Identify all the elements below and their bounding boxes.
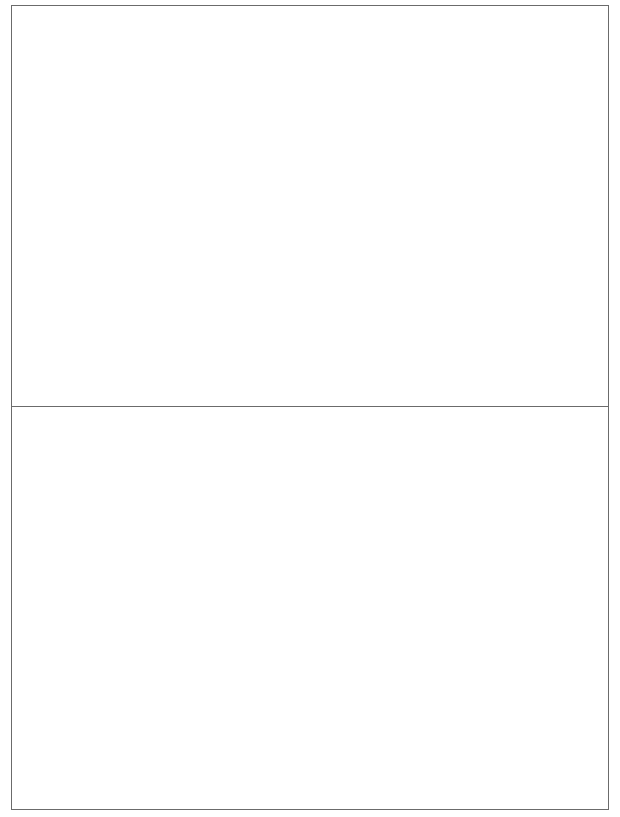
policy-map-interface-panel xyxy=(11,406,609,810)
running-config-panel xyxy=(11,5,609,408)
